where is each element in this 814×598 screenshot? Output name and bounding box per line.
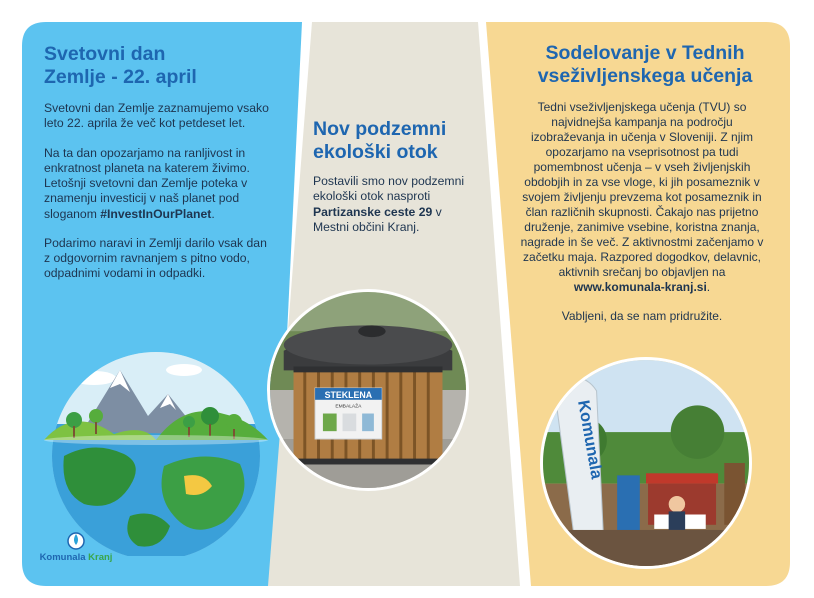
- lifelong-learning-title: Sodelovanje v Tednih vseživljenskega učenja: [537, 42, 753, 87]
- earth-day-text: [44, 101, 270, 296]
- logo-name-part1: Komunala: [39, 552, 86, 563]
- earth-day-paragraph-1: Svetovni dan Zemlje zaznamujemo vsako leto 22. aprila že več kot petdeset let.: [44, 101, 269, 131]
- earth-day-paragraph-3: Podarimo naravi in Zemlji darilo vsak dan z odgovornim ravnanjem s pitno vodo, odpadnimi vodami in odpadki.: [44, 235, 267, 281]
- eco-island-address: Partizanske ceste 29: [313, 204, 433, 219]
- komunala-kranj-logo: [36, 530, 116, 563]
- flag-text: Komunala: [574, 398, 606, 481]
- eco-island-photo: [267, 289, 469, 491]
- logo-name-part2: Kranj: [88, 552, 113, 563]
- container-label: STEKLENA: [324, 389, 373, 400]
- earth-illustration: [34, 336, 270, 556]
- earth-day-title: Svetovni dan Zemlje - 22. april: [44, 43, 197, 88]
- eco-island-title: Nov podzemni ekološki otok: [313, 118, 447, 163]
- festival-photo: [540, 357, 752, 569]
- earth-day-paragraph-2: Na ta dan opozarjamo na ranljivost in enkratnost planeta na katerem živimo. Letošnji svetovni dan Zemlje poteka v znamenju investicij v naš planet pod sloganom #InvestInOurPlanet.: [44, 145, 250, 221]
- lifelong-learning-text: Tedni vseživljenjskega učenja (TVU) so najvidnejša kampanja na področju izobraževanja in učenja v Sloveniji. Z njim opozarjamo na vseprisotnost pa tudi pomembnost učenja – v vseh življenjskih obdobjih in za vse vloge, ki jih posameznik v svojem življenju prevzema kot posameznik in član različnih skupnosti. Čakajo nas prijetno druženje, zanimive vsebine, koristna znanja, nagrade in še več. Z aktivnostmi začenjamo v začetku maja. Razpored dogodkov, delavnic, aktivnih srečanj bo objavljen na www.komunala-kranj.si. Vabljeni, da se nam pridružite.: [518, 100, 766, 338]
- water-drop-icon: [67, 530, 85, 550]
- container-sublabel: EMBALAŽA: [335, 404, 362, 410]
- website-link[interactable]: www.komunala-kranj.si: [573, 280, 707, 294]
- eco-island-text: Postavili smo nov podzemni ekološki otok nasproti Partizanske ceste 29 v Mestni občini Kranj.: [313, 174, 465, 234]
- campaign-hashtag: #InvestInOurPlanet: [100, 206, 212, 221]
- invitation-text: Vabljeni, da se nam pridružite.: [561, 309, 723, 323]
